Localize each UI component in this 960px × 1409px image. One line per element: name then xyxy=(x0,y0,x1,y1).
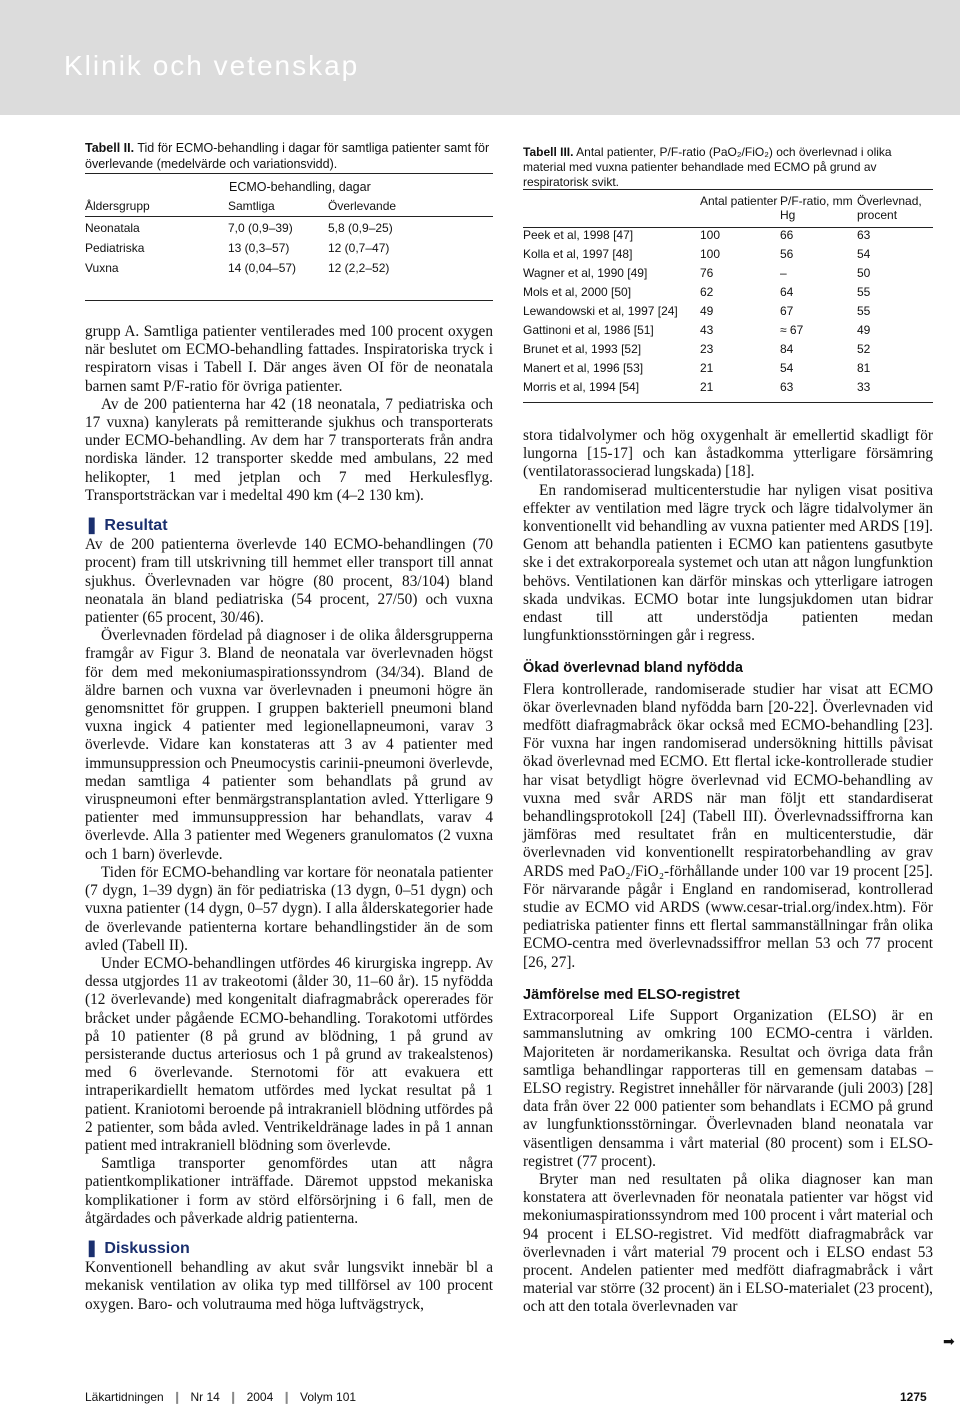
table-cell: 76 xyxy=(700,266,714,280)
paragraph: Bryter man ned resultaten på olika diagnoser kan man konstatera att överlevnaden för neonatala patienter var högst vid mekoniumaspirationssyndrom med 100 procent i vårt material och 94 procent i ELSO-registret. Vid medfött diafragmabråck var överlevnaden i vårt material 79 procent och i ELSO endast 53 procent. Andelen patienter med medfött diafragmabråck i vårt material var större (32 procent) än i ELSO-materialet (23 procent), och att den totala överlevnaden var xyxy=(523,1170,933,1316)
table-cell: 55 xyxy=(857,304,871,318)
paragraph: Överlevnaden fördelad på diagnoser i de olika åldersgrupperna framgår av Figur 3. Bland de neonatala var överlevnaden högst för dem med mekoniumaspirationssyndrom (34/34). Bland de äldre barnen och vuxna var överlevnaden i pneumoni högre än genomsnittet för gruppen. I gruppen bakteriell pneumoni bland vuxna ingick 4 patienter med legionellapneumoni, varav 3 överlevde. Vidare kan konstateras att 3 av 4 patienter med immunsuppression och Pneumocystis carinii-pneumoni överlevde, medan samtliga 4 patienter som behandlats på grund av viruspneumoni efter benmärgstransplantation avled. Ytterligare 9 patienter med immunsuppression har behandlats, varav 4 överlevde. Alla 3 patienter med Wegeners granulomatos (2 vuxna och 1 barn) överlevde. xyxy=(85,627,493,863)
table-cell: Wagner et al, 1990 [49] xyxy=(523,266,648,280)
table3-header-row xyxy=(523,194,933,228)
paragraph: Under ECMO-behandlingen utfördes 46 kirurgiska ingrepp. Av dessa utgjordes 11 av trakeotomi (ålder 30, 11–60 år). 15 nyfödda (12 överlevande) med kongenitalt diafragmabråck opererades för bråcket under pågående ECMO-behandling. Torakotomi utfördes på 10 patienter (8 på grund av blödning, 1 på grund av persisterande ductus arteriosus och 1 på grund av trakealstenos) med 6 överlevande. Sternotomi för att evakuera ett intraperikardiellt hematom utfördes med lyckat resultat på 1 patient. Kraniotomi beroende på intrakraniell blödning utfördes på 2 patienter, som båda avled. Ventrikeldränage lades in på 1 annan patient med intrakraniell blödning som överlevde. xyxy=(85,954,493,1154)
footer-issue: Nr 14 xyxy=(190,1390,220,1404)
table-row xyxy=(523,285,933,304)
table-cell: 33 xyxy=(857,380,871,394)
footer-volume: Volym 101 xyxy=(300,1390,357,1404)
table-cell: 12 (0,7–47) xyxy=(328,241,390,255)
section-title: Klinik och vetenskap xyxy=(64,50,360,81)
table-row xyxy=(523,323,933,342)
paragraph: Tiden för ECMO-behandling var kortare för neonatala patienter (7 dygn, 1–39 dygn) än för pediatriska (13 dygn, 0–51 dygn) och vuxna patienter (14 dygn, 0–57 dygn). I alla ålderskategorier hade de överlevande patienterna kortare behandlingstider än de som avled (Tabell II). xyxy=(85,863,493,954)
table-cell: 49 xyxy=(857,323,871,337)
table-cell: 49 xyxy=(700,304,714,318)
footer-year: 2004 xyxy=(246,1390,274,1404)
table-row xyxy=(85,221,493,241)
table-cell: 63 xyxy=(780,380,794,394)
table-row xyxy=(523,228,933,247)
footer xyxy=(85,1390,356,1404)
heading-okad-overlevnad: Ökad överlevnad bland nyfödda xyxy=(523,660,743,677)
table3-caption xyxy=(523,145,935,190)
table-cell: 67 xyxy=(780,304,794,318)
heading-diskussion xyxy=(85,1240,493,1258)
paragraph: grupp A. Samtliga patienter ventilerades med 100 procent oxygen när beslutet om ECMO-behandling fattades. Inspiratoriska tryck i respiratorn visas i Tabell I. Där anges även OI för de neonatala barnen samt P/F-ratio för övriga patienter. xyxy=(85,323,493,395)
table3-col-header: P/F-ratio, mm Hg xyxy=(780,194,853,222)
table-cell: 55 xyxy=(857,285,871,299)
table-cell: Morris et al, 1994 [54] xyxy=(523,380,640,394)
table-cell: Mols et al, 2000 [50] xyxy=(523,285,632,299)
table-cell: 21 xyxy=(700,380,714,394)
table-row xyxy=(523,247,933,266)
table-cell: Gattinoni et al, 1986 [51] xyxy=(523,323,654,337)
table-cell: 54 xyxy=(857,247,871,261)
footer-separator-icon: ❙ xyxy=(172,1390,183,1404)
heading-text: Diskussion xyxy=(104,1239,190,1257)
table-cell: 14 (0,04–57) xyxy=(228,261,297,275)
table2-top-rule xyxy=(85,173,493,174)
table2 xyxy=(85,199,493,281)
table-cell: 100 xyxy=(700,228,721,242)
paragraph: Konventionell behandling av akut svår lungsvikt innebär bl a mekanisk ventilation av olika typ med tillförsel av 100 procent oxygen. Baro- och volutrauma med höga luftvägstryck, xyxy=(85,1259,493,1313)
heading-bar-icon: ❚ xyxy=(85,517,99,535)
table-cell: Manert et al, 1996 [53] xyxy=(523,361,644,375)
table-cell: 12 (2,2–52) xyxy=(328,261,390,275)
heading-resultat xyxy=(85,517,493,535)
footer-separator-icon: ❙ xyxy=(281,1390,292,1404)
page-number: 1275 xyxy=(900,1390,927,1404)
table-cell: Pediatriska xyxy=(85,241,145,255)
table-cell: 50 xyxy=(857,266,871,280)
table-row xyxy=(85,261,493,281)
table-cell: Peek et al, 1998 [47] xyxy=(523,228,634,242)
table-cell: Lewandowski et al, 1997 [24] xyxy=(523,304,678,318)
table-cell: ≈ 67 xyxy=(780,323,804,337)
table2-header-row xyxy=(85,199,493,221)
table-cell: 43 xyxy=(700,323,714,337)
table3 xyxy=(523,194,933,399)
table-cell: 66 xyxy=(780,228,794,242)
table-row xyxy=(523,380,933,399)
heading-text: Resultat xyxy=(104,517,168,535)
table2-group-header: ECMO-behandling, dagar xyxy=(229,180,371,194)
paragraph: Samtliga transporter genomfördes utan att några patientkomplikationer inträffade. Däremot uppstod mekaniska komplikationer i form av störd elförsörjning i 6 fall, men de åtgärdades och påverkade aldrig patienterna. xyxy=(85,1155,493,1227)
paragraph: Extracorporeal Life Support Organization (ELSO) är en sammanslutning av omkring 100 ECMO-centra i världen. Majoriteten är nordamerikanska. Resultat och övriga data från samtliga behandlingar rapporteras till en gemensam databas – ELSO registry. Registret innehåller för närvarande (juli 2003) [28] data från över 22 000 patienter som behandlats i ECMO på grund av lungfunktionsstörningar. Överlevnaden bland neonatala var väsentligen densamma i vårt material (80 procent) som i ELSO-registret (77 procent). xyxy=(523,1007,933,1170)
continue-arrow-icon: ➡ xyxy=(943,1335,955,1350)
footer-journal: Läkartidningen xyxy=(85,1390,164,1404)
table2-caption-text: Tid för ECMO-behandling i dagar för samtliga patienter samt för överlevande (medelvärde och variationsvidd). xyxy=(85,141,490,171)
table2-caption xyxy=(85,140,493,172)
paragraph: En randomiserad multicenterstudie har nyligen visat positiva effekter av ventilation med lägre tryck och lägre tidalvolymer än konventionellt vid behandling av vuxna patienter med ARDS [19]. Genom att behandla patienten i ECMO kan patientens gasutbyte ske i det extrakorporeala systemet och utan att någon lungfunktion behövs. Ventilationen kan därför minskas och ytterligare iatrogen skada undvikas. ECMO botar inte lungsjukdomen utan bidrar endast till att understödja patienten medan lungfunktionsstörningen går i regress. xyxy=(523,481,933,645)
table-cell: 62 xyxy=(700,285,714,299)
heading-bar-icon: ❚ xyxy=(85,1239,99,1257)
table3-bottom-rule xyxy=(523,402,933,403)
table3-header-rule xyxy=(523,227,933,228)
table2-col-header: Överlevande xyxy=(328,199,397,213)
table-cell: Kolla et al, 1997 [48] xyxy=(523,247,633,261)
table2-caption-label: Tabell II. xyxy=(85,141,135,155)
table-cell: Vuxna xyxy=(85,261,119,275)
table-cell: 81 xyxy=(857,361,871,375)
table2-bottom-rule xyxy=(85,300,493,301)
table-cell: 5,8 (0,9–25) xyxy=(328,221,393,235)
right-column-body xyxy=(523,427,933,1317)
table3-caption-text: Antal patienter, P/F-ratio (PaO₂/FiO₂) och överlevnad i olika material med vuxna patienter behandlade med ECMO på grund av respiratorisk svikt. xyxy=(523,145,892,189)
table-cell: 21 xyxy=(700,361,714,375)
table-cell: – xyxy=(780,266,787,280)
paragraph: stora tidalvolymer och hög oxygenhalt är emellertid skadligt för lungorna [15-17] och kan åstadkomma ytterligare försämring (ventilatorassocierad lungskada) [18]. xyxy=(523,427,933,481)
table-cell: 13 (0,3–57) xyxy=(228,241,290,255)
table2-col-header: Åldersgrupp xyxy=(85,199,150,213)
table-cell: 52 xyxy=(857,342,871,356)
table3-col-header: Antal patienter xyxy=(700,194,778,208)
footer-separator-icon: ❙ xyxy=(228,1390,239,1404)
table-cell: 54 xyxy=(780,361,794,375)
table3-col-header: Överlevnad, procent xyxy=(857,194,922,222)
table-row xyxy=(523,342,933,361)
table-row xyxy=(85,241,493,261)
table-cell: 64 xyxy=(780,285,794,299)
table3-caption-label: Tabell III. xyxy=(523,145,574,159)
table-cell: Neonatala xyxy=(85,221,140,235)
table-row xyxy=(523,266,933,285)
table-cell: 23 xyxy=(700,342,714,356)
left-column-body xyxy=(85,323,493,1314)
table-cell: 7,0 (0,9–39) xyxy=(228,221,293,235)
paragraph: Av de 200 patienterna överlevde 140 ECMO-behandlingen (70 procent) fram till utskrivning till hemmet eller transport till annat sjukhus. Överlevnaden var högre (80 procent, 83/104) bland neonatala än bland pediatriska (54 procent, 27/50) och vuxna patienter (65 procent, 30/46). xyxy=(85,536,493,627)
table-row xyxy=(523,361,933,380)
table-cell: 56 xyxy=(780,247,794,261)
table3-col-header xyxy=(523,194,700,228)
table-cell: 100 xyxy=(700,247,721,261)
table-cell: 84 xyxy=(780,342,794,356)
table2-header-rule xyxy=(85,216,493,217)
table-cell: 63 xyxy=(857,228,871,242)
paragraph: Flera kontrollerade, randomiserade studier har visat att ECMO ökar överlevnaden bland nyfödda barn [20-22]. Överlevnaden vid medfött diafragmabråck ökar också med ECMO-behandling [23]. För vuxna har ingen randomiserad undersökning hittills påvisat ökad överlevnad med ECMO. Ett flertal icke-kontrollerade studier har visat betydligt högre överlevnad vid ECMO-behandling av vuxna med svår ARDS när man följt ett standardiserat behandlingsprotokoll [24] (Tabell III). Överlevnadssiffrorna kan jämföras med resultatet från en multicenterstudie, där överlevnaden vid konventionellt respiratorbehandling av grav ARDS med PaO₂/FiO₂-förhållande under 100 var 19 procent [25]. För närvarande pågår i England en randomiserad, kontrollerad studie av ECMO vid ARDS (www.cesar-trial.org/index.htm). För pediatriska patienter finns ett flertal sammanställningar från olika ECMO-centra med överlevnadssiffror mellan 53 och 77 procent [26, 27]. xyxy=(523,680,933,971)
table-cell: Brunet et al, 1993 [52] xyxy=(523,342,642,356)
heading-jamforelse: Jämförelse med ELSO-registret xyxy=(523,986,740,1003)
table-row xyxy=(523,304,933,323)
paragraph: Av de 200 patienterna har 42 (18 neonatala, 7 pediatriska och 17 vuxna) kanylerats på remitterande sjukhus och transporterats under ECMO-behandling. Av dem har 7 transporterats från andra nordiska länder. 12 transporter skedde med ambulans, 22 med helikopter, 1 med jetplan och 7 med Herkulesflyg. Transportsträckan var i medeltal 490 km (4–2 130 km). xyxy=(85,395,493,504)
table2-col-header: Samtliga xyxy=(228,199,275,213)
table3-top-rule xyxy=(523,189,933,190)
